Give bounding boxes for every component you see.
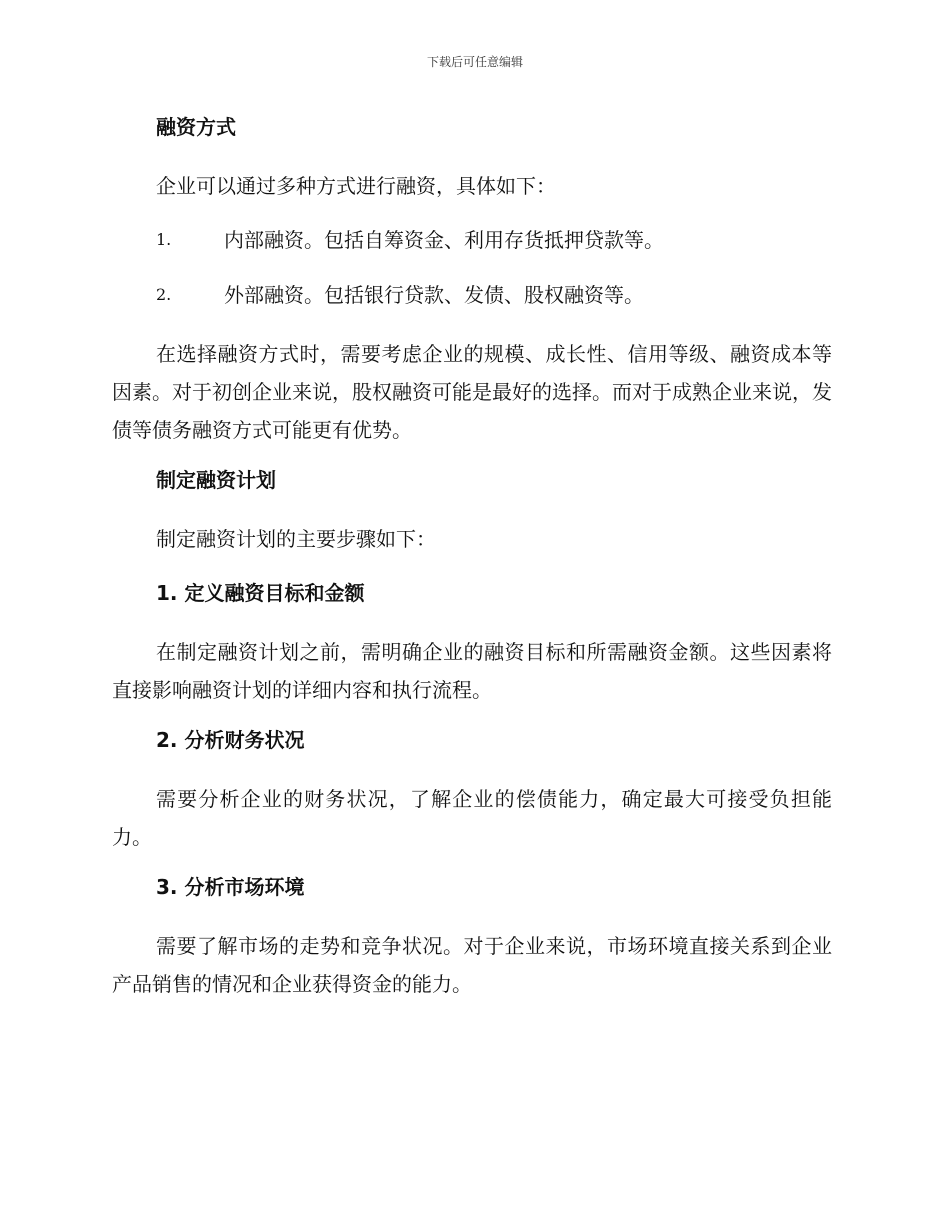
paragraph-financial-analysis: 需要分析企业的财务状况，了解企业的偿债能力，确定最大可接受负担能力。 — [112, 787, 832, 849]
paragraph-financing-considerations: 在选择融资方式时，需要考虑企业的规模、成长性、信用等级、融资成本等因素。对于初创企业来说，股权融资可能是最好的选择。而对于成熟企业来说，发债等债务融资方式可能更有优势。 — [112, 342, 832, 442]
step-title-market-analysis: 3. 分析市场环境 — [156, 875, 305, 899]
list-text: 外部融资。包括银行贷款、发债、股权融资等。 — [224, 283, 644, 307]
step-title-financial-analysis: 2. 分析财务状况 — [156, 728, 305, 752]
step-title-define-goals: 1. 定义融资目标和金额 — [156, 581, 365, 605]
paragraph-financing-intro: 企业可以通过多种方式进行融资，具体如下： — [156, 174, 556, 198]
paragraph-plan-intro: 制定融资计划的主要步骤如下： — [156, 527, 436, 551]
section-title-financing-methods: 融资方式 — [156, 115, 236, 139]
document-body — [112, 112, 832, 1019]
list-text: 内部融资。包括自筹资金、利用存货抵押贷款等。 — [224, 228, 664, 252]
list-number: 1. — [156, 230, 172, 249]
paragraph-market-analysis: 需要了解市场的走势和竞争状况。对于企业来说，市场环境直接关系到企业产品销售的情况和企业获得资金的能力。 — [112, 934, 832, 996]
list-number: 2. — [156, 285, 172, 304]
section-title-financing-plan: 制定融资计划 — [156, 468, 276, 492]
page-header: 下载后可任意编辑 — [426, 55, 523, 69]
list-item — [112, 280, 832, 310]
paragraph-define-goals: 在制定融资计划之前，需明确企业的融资目标和所需融资金额。这些因素将直接影响融资计划的详细内容和执行流程。 — [112, 640, 832, 702]
list-item — [112, 225, 832, 255]
